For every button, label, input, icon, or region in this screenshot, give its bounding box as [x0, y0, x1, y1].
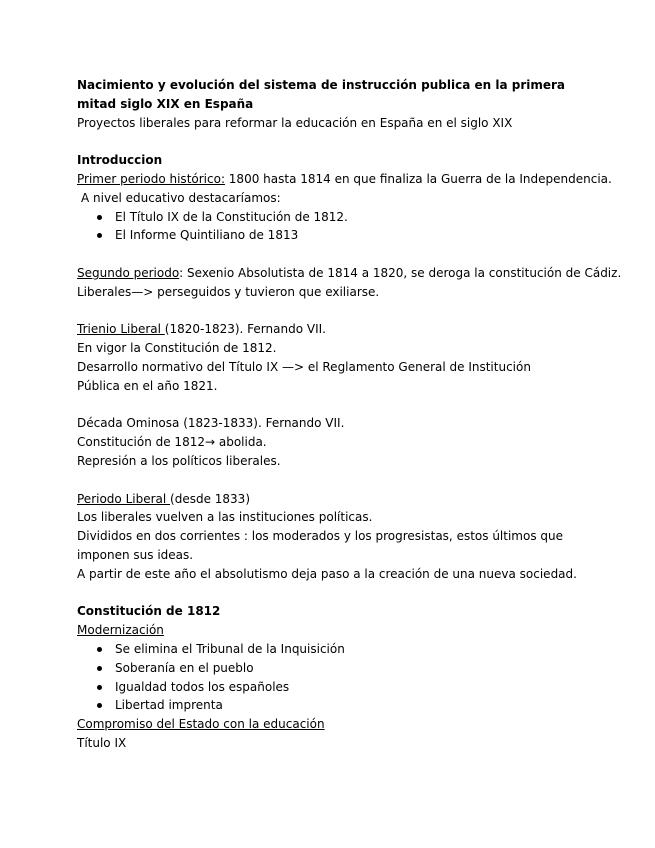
- intro-heading: Introduccion: [77, 153, 163, 168]
- document-page: [77, 76, 622, 753]
- constitution-heading: Constitución de 1812: [77, 604, 221, 619]
- period-5-line-2: Los liberales vuelven a las instituciones políticas.: [77, 510, 373, 525]
- period-2-text: : Sexenio Absolutista de 1814 a 1820, se deroga la constitución de Cádiz.: [179, 265, 622, 280]
- list-item: El Título IX de la Constitución de 1812.: [77, 208, 577, 227]
- modernization-subheading: Modernización: [77, 623, 164, 638]
- period-2-line-2: Liberales—> perseguidos y tuvieron que exiliarse.: [77, 284, 380, 299]
- period-1-text: 1800 hasta 1814 en que finaliza la Guerra de la Independencia.: [224, 171, 612, 186]
- period-1-list: [77, 208, 577, 246]
- period-5-label: Periodo Liberal: [77, 491, 171, 506]
- spacer: [77, 245, 577, 264]
- list-item: Se elimina el Tribunal de la Inquisición: [77, 640, 577, 659]
- period-1-label: Primer periodo histórico:: [77, 171, 225, 186]
- document-title: Nacimiento y evolución del sistema de instrucción publica en la primera mitad siglo XIX en España: [77, 78, 566, 111]
- period-4-line-2: Constitución de 1812→ abolida.: [77, 435, 267, 450]
- list-item: Igualdad todos los españoles: [77, 678, 577, 697]
- spacer: [77, 471, 577, 490]
- period-5-line: [77, 490, 577, 509]
- title-ix-line: Título IX: [77, 735, 127, 750]
- spacer: [77, 132, 577, 151]
- spacer: [77, 396, 577, 415]
- period-1-line: [77, 170, 612, 189]
- document-subtitle: Proyectos liberales para reformar la educación en España en el siglo XIX: [77, 115, 513, 130]
- period-1-sub: A nivel educativo destacaríamos:: [81, 190, 281, 205]
- spacer: [77, 584, 577, 603]
- list-item: Libertad imprenta: [77, 696, 577, 715]
- period-2-line: [77, 264, 622, 283]
- period-3-label: Trienio Liberal: [77, 322, 165, 337]
- period-4-line: Década Ominosa (1823-1833). Fernando VII.: [77, 416, 345, 431]
- period-2-label: Segundo periodo: [77, 265, 180, 280]
- period-5-line-3: Divididos en dos corrientes : los moderados y los progresistas, estos últimos que imponen sus ideas.: [77, 529, 563, 562]
- period-3-line-3: Desarrollo normativo del Título IX —> el Reglamento General de Institución Pública en el año 1821.: [77, 359, 531, 393]
- modernization-list: [77, 640, 577, 715]
- period-3-line: [77, 320, 577, 339]
- spacer: [77, 302, 577, 321]
- list-item: El Informe Quintiliano de 1813: [77, 226, 577, 245]
- period-5-line-4: A partir de este año el absolutismo deja paso a la creación de una nueva sociedad.: [77, 566, 577, 581]
- period-3-line-2: En vigor la Constitución de 1812.: [77, 341, 277, 356]
- period-5-text: (desde 1833): [170, 491, 250, 506]
- list-item: Soberanía en el pueblo: [77, 659, 577, 678]
- period-4-line-3: Represión a los políticos liberales.: [77, 453, 281, 468]
- period-3-text: (1820-1823). Fernando VII.: [164, 322, 326, 337]
- state-commitment-subheading: Compromiso del Estado con la educación: [77, 717, 325, 732]
